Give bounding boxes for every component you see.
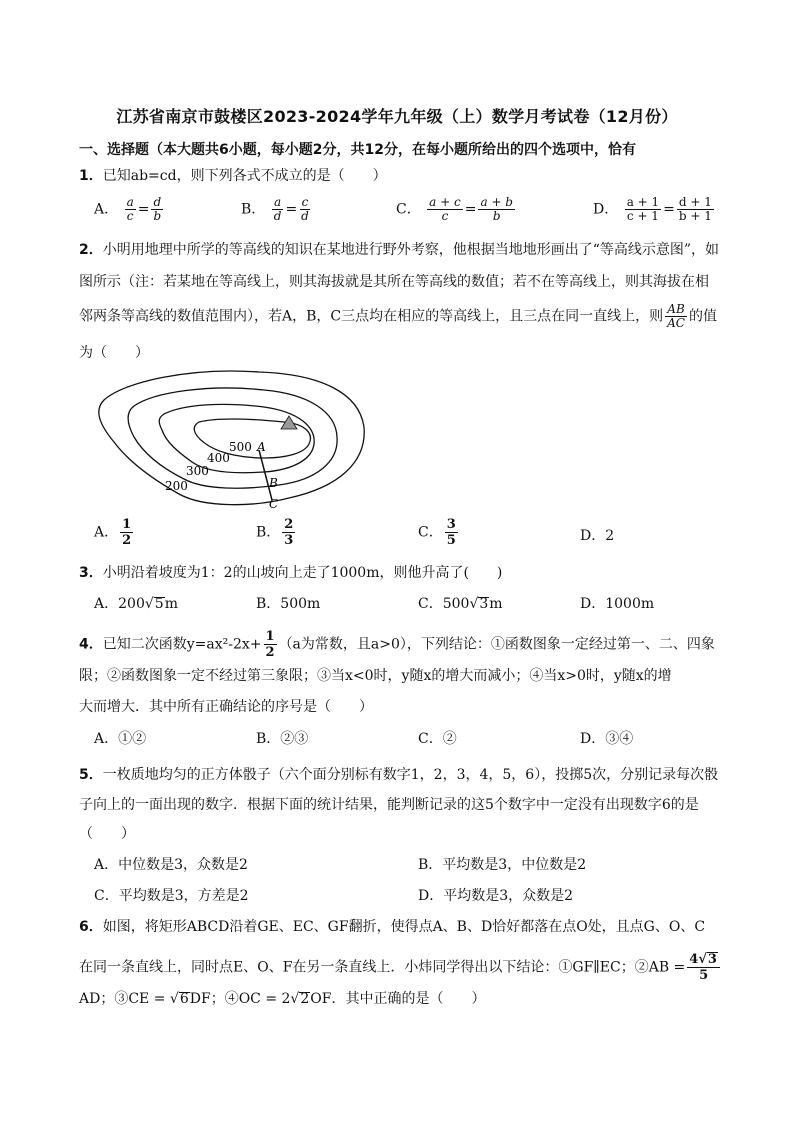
question-2-option-c: C． $\frac{3}{5}$ <box>418 517 456 548</box>
question-4-option-c: C．② <box>418 731 457 747</box>
question-6-line-3: AD；③CE = √6DF；④OC = 2√2OF．其中正确的是（ ） <box>79 991 486 1007</box>
question-4-line-3: 大而增大．其中所有正确结论的序号是（ ） <box>79 699 373 715</box>
question-4-option-b: B．②③ <box>256 731 309 747</box>
fraction: $\frac{2}{3}$ <box>284 517 294 548</box>
option-label: C． <box>396 201 421 218</box>
question-3-stem: 3．小明沿着坡度为1：2的山坡向上走了1000m，则他升高了( ) <box>79 565 503 581</box>
question-number: 2． <box>79 242 103 258</box>
question-number: 3． <box>79 565 103 581</box>
question-number: 6． <box>79 919 103 935</box>
question-6-line-1: 6．如图，将矩形ABCD沿着GE、EC、GF翻折，使得点A、B、D恰好都落在点O处，且点G、O、C <box>79 919 706 935</box>
question-1-option-b: B． $\frac{a}{d}$ = $\frac{c}{d}$ <box>241 195 309 223</box>
fraction: $\frac{c}{d}$ <box>301 195 309 223</box>
question-4-option-d: D．③④ <box>580 731 634 747</box>
question-3-option-b: B．500m <box>256 596 321 612</box>
fraction: $\frac{d}{b}$ <box>153 195 162 223</box>
question-1-option-d: D． $\frac{a + 1}{c + 1}$ = $\frac{d + 1}{b + 1}$ <box>593 195 712 223</box>
question-2-line-2: 图所示（注：若某地在等高线上，则其海拔就是其所在等高线的数值；若不在等高线上，则其海拔在相 <box>79 274 709 290</box>
question-2-option-a: A． $\frac{1}{2}$ <box>94 517 132 548</box>
question-5-option-c: C．平均数是3，方差是2 <box>94 888 249 904</box>
question-3-option-d: D．1000m <box>580 596 655 612</box>
question-4-option-a: A．①② <box>94 731 147 747</box>
option-label: D． <box>593 201 619 218</box>
question-2-line-3: 邻两条等高线的数值范围内），若A，B，C三点均在相应的等高线上，且三点在同一直线上，则 $\frac{AB}{AC}$ 的值 <box>79 302 717 330</box>
question-5-option-d: D．平均数是3，众数是2 <box>418 888 574 904</box>
contour-line-300 <box>128 388 337 488</box>
contour-label-200: 200 <box>165 479 188 493</box>
question-5-option-b: B．平均数是3，中位数是2 <box>418 857 587 873</box>
section-heading: 一、选择题（本大题共6小题，每小题2分，共12分，在每小题所给出的四个选项中，恰有 <box>79 142 636 158</box>
question-3-option-c: C．500√3m <box>418 596 503 612</box>
point-label-b: B <box>269 476 278 490</box>
question-1-option-a: A． $\frac{a}{c}$ = $\frac{d}{b}$ <box>94 195 162 223</box>
fraction: $\frac{d + 1}{b + 1}$ <box>678 195 712 223</box>
page-title: 江苏省南京市鼓楼区2023-2024学年九年级（上）数学月考试卷（12月份） <box>116 107 678 126</box>
question-2-line-4: 为（ ） <box>79 345 149 361</box>
contour-label-400: 400 <box>207 451 230 465</box>
point-label-c: C <box>269 497 279 511</box>
fraction: $\frac{3}{5}$ <box>446 517 456 548</box>
question-number: 5． <box>79 767 103 783</box>
question-4-line-2: 限；②函数图象一定不经过第三象限；③当x<0时，y随x的增大而减小；④当x>0时，y随x的增 <box>79 668 672 684</box>
question-text: 已知ab=cd，则下列各式不成立的是（ ） <box>102 168 387 184</box>
contour-map-figure <box>94 362 384 512</box>
contour-line-400 <box>159 404 314 472</box>
question-6-line-2: 在同一条直线上，同时点E、O、F在另一条直线上．小炜同学得出以下结论：①GF∥EC；②AB = $\frac{4√3}{5}$ <box>79 952 722 983</box>
fraction: $\frac{a + c}{c}$ <box>429 195 461 223</box>
question-1-stem <box>79 165 387 185</box>
question-4-line-1: 4．已知二次函数y=ax²-2x+ $\frac{1}{2}$ （a为常数，且a>0），下列结论：①函数图象一定经过第一、二、四象 <box>79 629 715 660</box>
question-3-option-a: A．200√5m <box>94 596 178 612</box>
option-label: B． <box>241 201 266 218</box>
question-2-option-d: D．2 <box>580 528 615 544</box>
question-number: 1． <box>79 168 103 184</box>
fraction: $\frac{a}{d}$ <box>273 195 282 223</box>
point-label-a: A <box>257 440 266 454</box>
fraction: $\frac{4√3}{5}$ <box>687 952 720 983</box>
question-5-line-2: 子向上的一面出现的数字．根据下面的统计结果，能判断记录的这5个数字中一定没有出现数字6的是 <box>79 797 699 813</box>
fraction: $\frac{a + 1}{c + 1}$ <box>626 195 660 223</box>
contour-label-300: 300 <box>186 464 209 478</box>
question-2-line-1: 2．小明用地理中所学的等高线的知识在某地进行野外考察，他根据当地地形画出了“等高线示意图”，如 <box>79 242 720 258</box>
question-2-option-b: B． $\frac{2}{3}$ <box>256 517 294 548</box>
ratio-fraction: $\frac{AB}{AC}$ <box>667 302 685 330</box>
question-5-option-a: A．中位数是3，众数是2 <box>94 857 248 873</box>
fraction: $\frac{1}{2}$ <box>122 517 132 548</box>
fraction: $\frac{a}{c}$ <box>126 195 134 223</box>
question-1-option-c: C． $\frac{a + c}{c}$ = $\frac{a + b}{b}$ <box>396 195 513 223</box>
question-5-line-3: （ ） <box>79 826 135 842</box>
contour-line-200 <box>99 371 364 505</box>
question-5-line-1: 5．一枚质地均匀的正方体骰子（六个面分别标有数字1，2，3，4，5，6），投掷5次，分别记录每次骰 <box>79 767 719 783</box>
fraction: $\frac{1}{2}$ <box>265 629 275 660</box>
question-number: 4． <box>79 636 103 653</box>
contour-label-500: 500 <box>229 440 252 454</box>
fraction: $\frac{a + b}{b}$ <box>480 195 513 223</box>
option-label: A． <box>94 201 119 218</box>
